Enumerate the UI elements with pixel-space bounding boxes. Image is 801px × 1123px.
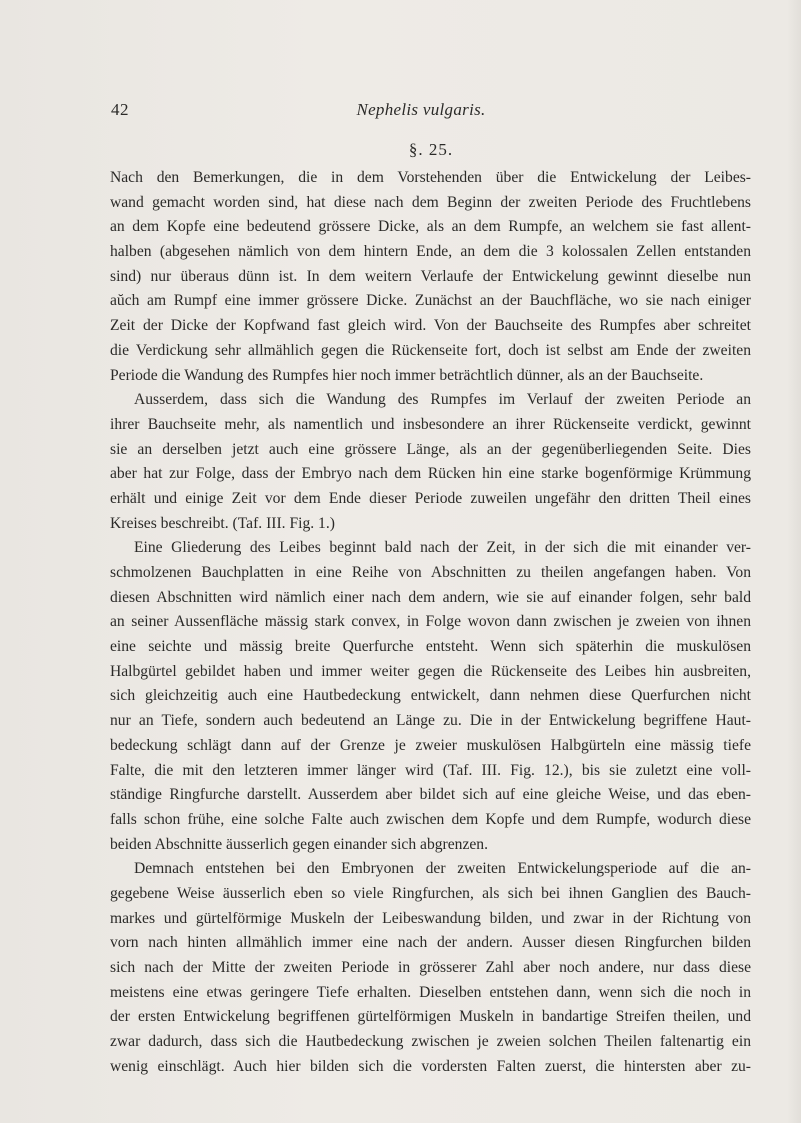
text-line: meistens eine etwas geringere Tiefe erhalten. Dieselben entstehen dann, wenn sich die noch in [110,983,751,1001]
text-line: Eine Gliederung des Leibes beginnt bald nach der Zeit, in der sich die mit einander ver- [134,539,751,557]
text-line: sie an derselben jetzt auch eine grössere Länge, als an der gegenüberliegenden Seite. Dies [110,440,751,458]
text-line: diesen Abschnitten wird nämlich einer nach dem andern, wie sie auf einander folgen, sehr bald [110,588,751,606]
text-line: falls schon frühe, eine solche Falte auch zwischen dem Kopfe und dem Rumpfe, wodurch diese [110,810,751,828]
text-line: Falte, die mit den letzteren immer länger wird (Taf. III. Fig. 12.), bis sie zuletzt eine voll- [110,761,751,779]
text-line: Ausserdem, dass sich die Wandung des Rumpfes im Verlauf der zweiten Periode an [134,391,751,409]
text-line: erhält und einige Zeit vor dem Ende dieser Periode zuweilen ungefähr den dritten Theil eines [110,489,751,507]
text-line: nur an Tiefe, sondern auch bedeutend an Länge zu. Die in der Entwickelung begriffene Haut- [110,712,751,730]
text-line: Periode die Wandung des Rumpfes hier noch immer beträchtlich dünner, als an der Bauchseite. [110,366,704,384]
text-line: aŭch am Rumpf eine immer grössere Dicke. Zunächst an der Bauchfläche, wo sie nach einiger [110,292,751,310]
body-text [110,166,751,1079]
page-edge-shading [787,0,801,1123]
text-line: bedeckung schlägt dann auf der Grenze je zweier muskulösen Halbgürteln eine mässig tiefe [110,736,751,754]
text-line: Halbgürtel gebildet haben und immer weiter gegen die Rückenseite des Leibes hin ausbreiten, [110,662,751,680]
page-number: 42 [111,100,129,119]
text-line: sind) nur überaus dünn ist. In dem weitern Verlaufe der Entwickelung gewinnt dieselbe nun [110,267,751,285]
text-line: gegebene Weise äusserlich eben so viele Ringfurchen, als sich bei ihnen Ganglien des Bauch- [110,884,751,902]
text-line: sich nach der Mitte der zweiten Periode in grösserer Zahl aber noch andere, nur dass diese [110,959,751,976]
text-line: halben (abgesehen nämlich von dem hintern Ende, an dem die 3 kolossalen Zellen entstanden [110,243,751,261]
text-line: die Verdickung sehr allmählich gegen die Rückenseite fort, doch ist selbst am Ende der zweiten [110,341,751,359]
text-line: wand gemacht worden sind, hat diese nach dem Beginn der zweiten Periode des Fruchtlebens [110,193,751,211]
running-title: Nephelis vulgaris. [356,100,486,119]
text-line: der ersten Entwickelung begriffenen gürtelförmigen Muskeln in bandartige Streifen theilen, und [110,1008,751,1026]
text-line: sich gleichzeitig auch eine Hautbedeckung entwickelt, dann nehmen diese Querfurchen nicht [110,687,751,705]
text-line: an seiner Aussenfläche mässig stark convex, in Folge wovon dann zwischen je zweien von ihnen [110,613,751,631]
text-line: Zeit der Dicke der Kopfwand fast gleich wird. Von der Bauchseite des Rumpfes aber schreitet [110,317,751,335]
text-line: eine seichte und mässig breite Querfurche entsteht. Wenn sich späterhin die muskulösen [110,638,751,656]
text-line: beiden Abschnitte äusserlich gegen einander sich abgrenzen. [110,835,489,853]
text-line: an dem Kopfe eine bedeutend grössere Dicke, als an dem Rumpfe, an welchem sie fast allent- [110,218,751,236]
text-line: vorn nach hinten allmählich immer eine nach der andern. Ausser diesen Ringfurchen bilden [110,934,751,952]
text-line: markes und gürtelförmige Muskeln der Leibeswandung bilden, und zwar in der Richtung von [110,909,751,927]
text-line: ständige Ringfurche darstellt. Ausserdem aber bildet sich auf eine gleiche Weise, und das eben- [110,786,751,804]
text-line: zwar dadurch, dass sich die Hautbedeckung zwischen je zweien solchen Theilen faltenartig ein [110,1033,751,1051]
text-line: Demnach entstehen bei den Embryonen der zweiten Entwickelungsperiode auf die an- [134,860,751,878]
text-line: Nach den Bemerkungen, die in dem Vorstehenden über die Entwickelung der Leibes- [110,169,751,186]
section-heading: §. 25. [408,140,454,159]
text-line: ihrer Bauchseite mehr, als namentlich und insbesondere an ihrer Rückenseite verdickt, gewinnt [110,415,751,433]
running-head [111,100,731,122]
text-line: wenig einschlägt. Auch hier bilden sich die vordersten Falten zuerst, die hintersten aber zu- [110,1057,751,1075]
text-line: schmolzenen Bauchplatten in eine Reihe von Abschnitten zu theilen angefangen haben. Von [110,564,751,581]
text-line: Kreises beschreibt. (Taf. III. Fig. 1.) [110,514,335,532]
text-line: aber hat zur Folge, dass der Embryo nach dem Rücken hin eine starke bogenförmige Krümmung [110,465,751,483]
